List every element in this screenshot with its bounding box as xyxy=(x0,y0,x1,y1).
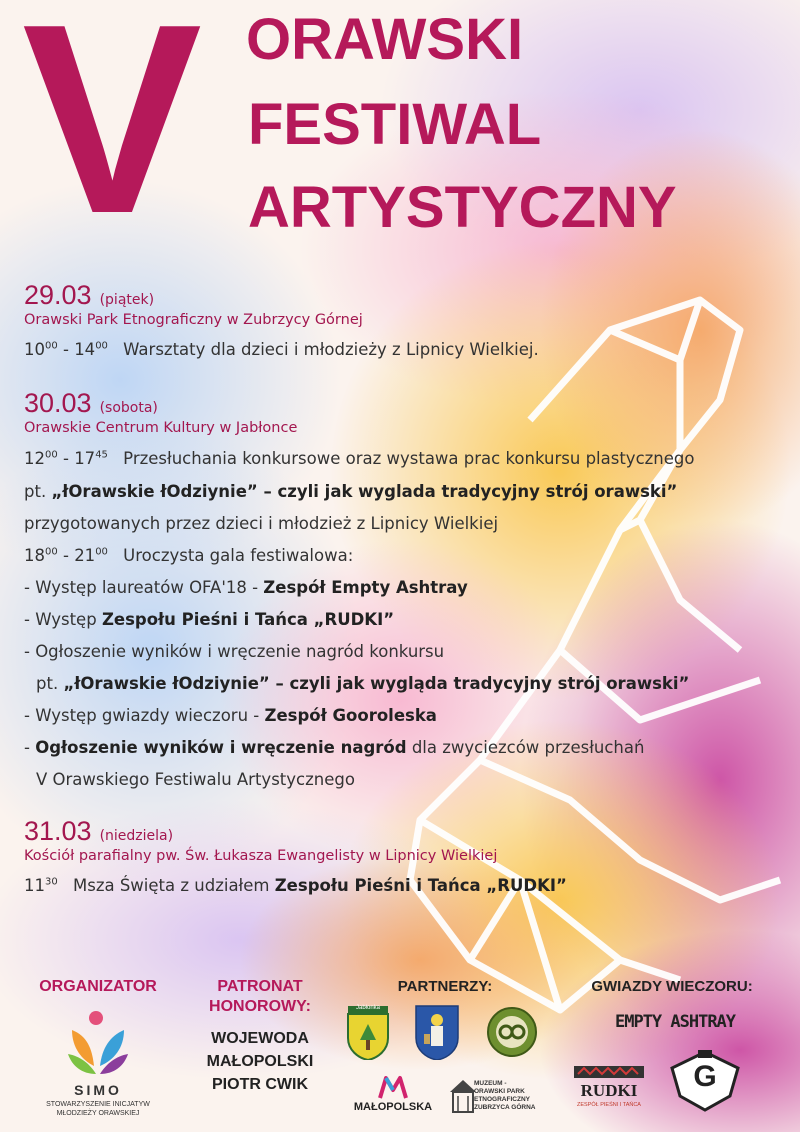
day1-event1-time: $10^{00} - 14^{00}$ xyxy=(24,340,108,359)
day2-event1-line3: przygotowanych przez dzieci i młodzież z Lipnicy Wielkiej xyxy=(24,514,499,533)
day2-event1 xyxy=(24,449,694,468)
day3-dayname: (niedziela) xyxy=(99,828,174,844)
day2-dayname: (sobota) xyxy=(99,400,158,416)
stars-heading: GWIAZDY WIECZORU: xyxy=(591,978,753,995)
gala-item-5-line2: V Orawskiego Festiwalu Artystycznego xyxy=(36,770,355,789)
patron-heading-1: PATRONAT xyxy=(217,978,303,995)
museum-line-1: MUZEUM - xyxy=(474,1080,507,1087)
partners-heading: PARTNERZY: xyxy=(397,978,493,995)
malopolska-logo-icon xyxy=(378,1074,408,1100)
museum-line-4: ZUBRZYCA GÓRNA xyxy=(474,1104,536,1111)
cultural-center-emblem-icon xyxy=(486,1006,538,1058)
organizer-sub1: STOWARZYSZENIE INICJATYW xyxy=(46,1101,150,1108)
day1-date: 29.03 xyxy=(24,280,92,310)
day3-venue: Kościół parafialny pw. Św. Łukasza Ewangelisty w Lipnicy Wielkiej xyxy=(24,848,498,864)
organizer-sub2: MŁODZIEŻY ORAWSKIEJ xyxy=(56,1110,140,1117)
day1-event1 xyxy=(24,340,539,359)
day1-dayname: (piątek) xyxy=(99,292,155,308)
gala-item-5: - Ogłoszenie wyników i wręczenie nagród dla zwyciezców przesłuchań xyxy=(24,738,645,757)
day2-venue: Orawskie Centrum Kultury w Jabłonce xyxy=(24,420,298,436)
day2-event2-time: $18^{00} - 21^{00}$ xyxy=(24,546,108,565)
title-line-1: ORAWSKI xyxy=(246,7,524,72)
lipnica-crest-icon xyxy=(414,1004,460,1060)
title-line-2: FESTIWAL xyxy=(248,92,542,157)
jablonka-label: Jabłonka xyxy=(355,1005,381,1011)
day3-event1-time: $11^{30}$ xyxy=(24,876,58,895)
festival-number: V xyxy=(22,0,199,270)
museum-line-3: ETNOGRAFICZNY xyxy=(474,1096,530,1103)
day1-heading xyxy=(24,280,154,311)
patron-line-1: WOJEWODA xyxy=(211,1030,309,1047)
day3-event1: $11^{30}$ Msza Święta z udziałem Zespołu Pieśni i Tańca „RUDKI” xyxy=(24,876,567,895)
day2-event1-line2: pt. „łOrawskie łOdziynie” – czyli jak wyglada tradycyjny strój orawski” xyxy=(24,482,678,501)
rudki-label: RUDKI xyxy=(580,1081,638,1100)
day2-event2 xyxy=(24,546,353,565)
rudki-sub: ZESPÓŁ PIEŚNI I TAŃCA xyxy=(577,1102,641,1108)
simo-logo-icon xyxy=(62,1008,134,1078)
contest-title: „łOrawskie łOdziynie” – czyli jak wyglada tradycyjny strój orawski” xyxy=(51,482,678,501)
empty-ashtray-logo: EMPTY ASHTRAY xyxy=(614,1012,736,1032)
day3-heading xyxy=(24,816,173,847)
gala-item-3: - Ogłoszenie wyników i wręczenie nagród konkursu xyxy=(24,642,445,661)
patron-line-2: MAŁOPOLSKI xyxy=(206,1053,314,1070)
gala-item-1: - Występ laureatów OFA'18 - Zespół Empty Ashtray xyxy=(24,578,468,597)
day2-event1-time: $12^{00} - 17^{45}$ xyxy=(24,449,108,468)
organizer-name: SIMO xyxy=(74,1082,122,1098)
day2-event2-text: Uroczysta gala festiwalowa: xyxy=(123,546,354,565)
day1-venue: Orawski Park Etnograficzny w Zubrzycy Górnej xyxy=(24,312,363,328)
organizer-heading: ORGANIZATOR xyxy=(39,978,157,995)
museum-line-2: ORAWSKI PARK xyxy=(474,1088,525,1095)
title-line-3: ARTYSTYCZNY xyxy=(248,175,677,240)
gala-item-2: - Występ Zespołu Pieśni i Tańca „RUDKI” xyxy=(24,610,395,629)
patron-line-3: PIOTR CWIK xyxy=(212,1076,308,1093)
gooroleska-letter: G xyxy=(693,1060,717,1093)
day1-event1-text: Warsztaty dla dzieci i młodzieży z Lipnicy Wielkiej. xyxy=(123,340,539,359)
patron-heading-2: HONOROWY: xyxy=(209,998,311,1015)
day2-date: 30.03 xyxy=(24,388,92,418)
day2-event1-text1: Przesłuchania konkursowe oraz wystawa prac konkursu plastycznego xyxy=(123,449,695,468)
day2-heading xyxy=(24,388,158,419)
jablonka-crest-icon xyxy=(346,1004,390,1060)
day3-date: 31.03 xyxy=(24,816,92,846)
gala-item-4: - Występ gwiazdy wieczoru - Zespół Gooroleska xyxy=(24,706,437,725)
malopolska-label: MAŁOPOLSKA xyxy=(353,1101,433,1113)
gala-item-3-line2: pt. „łOrawskie łOdziynie” – czyli jak wygląda tradycyjny strój orawski” xyxy=(36,674,690,693)
